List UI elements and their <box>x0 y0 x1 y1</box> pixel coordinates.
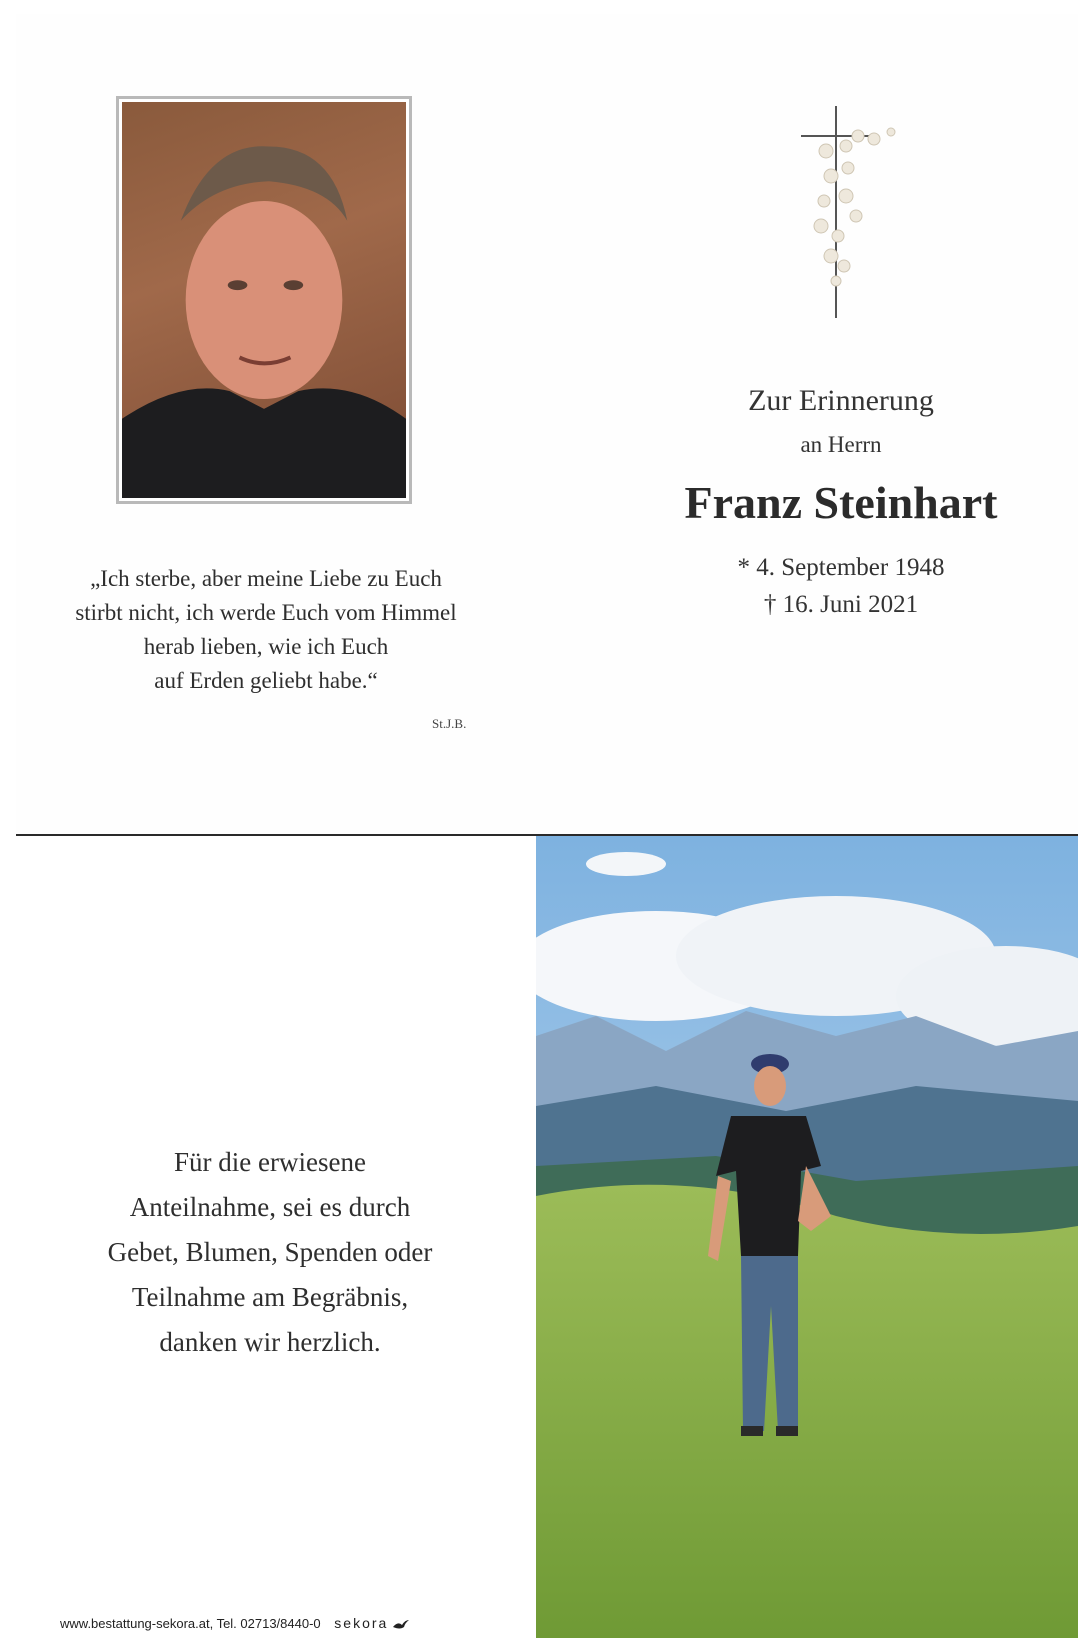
thanks-line: danken wir herzlich. <box>159 1327 381 1357</box>
portrait-frame <box>116 96 412 504</box>
birth-date: * 4. September 1948 <box>737 554 945 581</box>
portrait-photo <box>122 102 406 498</box>
memory-heading: Zur Erinnerung <box>748 384 934 417</box>
memory-subheading: an Herrn <box>800 432 882 457</box>
thanks-line: Teilnahme am Begräbnis, <box>131 1282 409 1312</box>
quote-line: „Ich sterbe, aber meine Liebe zu Euch <box>90 566 442 591</box>
thanks-line: Gebet, Blumen, Spenden oder <box>107 1237 433 1267</box>
thanks-line: Anteilnahme, sei es durch <box>129 1192 411 1222</box>
thanks-text <box>60 1140 480 1365</box>
death-date: † 16. Juni 2021 <box>763 591 919 618</box>
memorial-card-front <box>16 14 1078 836</box>
footer <box>60 1615 410 1631</box>
landscape-photo <box>536 836 1078 1638</box>
bird-icon <box>392 1619 410 1631</box>
deceased-name: Franz Steinhart <box>684 477 998 528</box>
memorial-text <box>616 384 1066 623</box>
footer-contact: www.bestattung-sekora.at, Tel. 02713/8440-0 <box>60 1616 321 1631</box>
quote-line: stirbt nicht, ich werde Euch vom Himmel <box>75 600 457 625</box>
quote-source: St.J.B. <box>432 716 467 731</box>
life-dates <box>616 549 1066 623</box>
thanks-line: Für die erwiesene <box>174 1147 366 1177</box>
sekora-logo: sekora <box>334 1615 389 1631</box>
quote <box>46 562 486 698</box>
quote-line: auf Erden geliebt habe.“ <box>154 668 378 693</box>
cross-with-flowers-icon <box>796 106 906 318</box>
quote-line: herab lieben, wie ich Euch <box>143 634 389 659</box>
